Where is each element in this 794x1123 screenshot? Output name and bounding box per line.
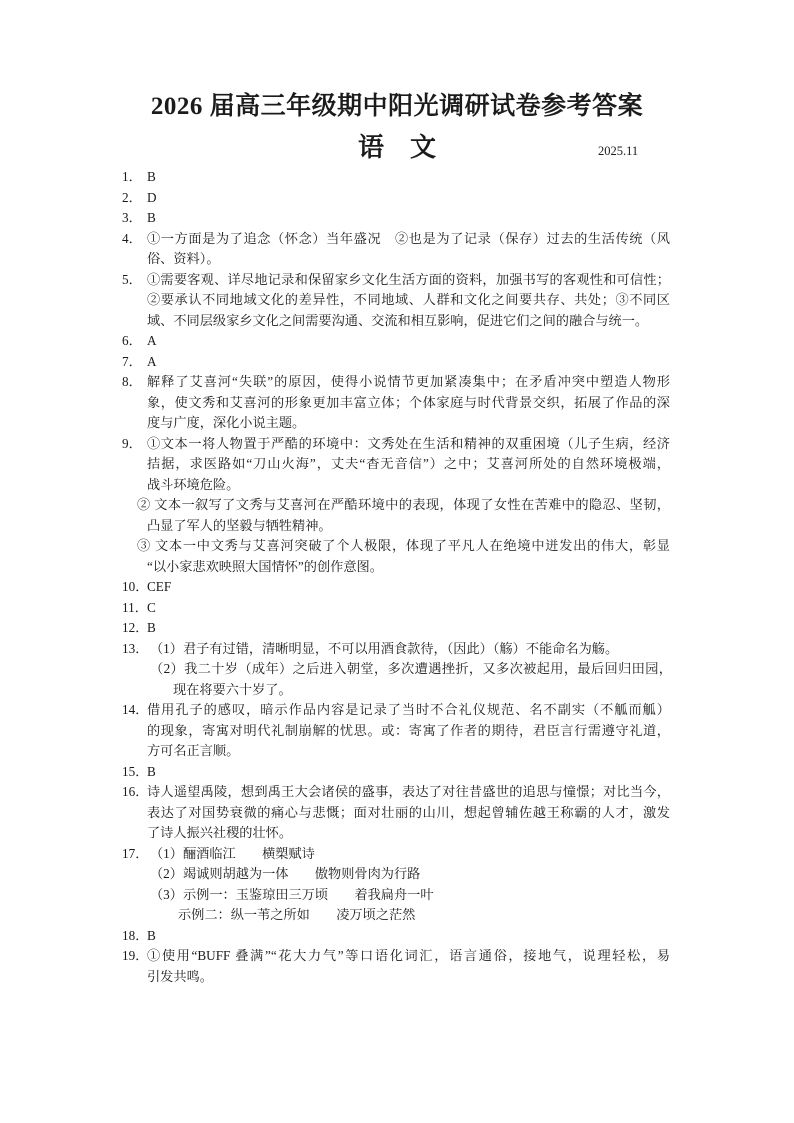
- answer-text-line: 域、不同层级家乡文化之间需要沟通、交流和相互影响，促进它们之间的融合与统一。: [147, 312, 649, 328]
- answer-text-line: B: [147, 210, 156, 225]
- answer-point-line: ② 文本一叙写了文秀与艾喜河在严酷环境中的表现，体现了女性在苦难中的隐忍、坚韧，: [137, 497, 670, 512]
- answer-number: 2．: [122, 189, 142, 205]
- answer-text-line: 象，使文秀和艾喜河的形象更加丰富立体；个体家庭与时代背景交织，拓展了作品的深: [147, 394, 670, 410]
- document-date: 2025.11: [598, 144, 639, 158]
- answer-text-line: 方可名正言顺。: [147, 743, 240, 758]
- answer-part-line: （1）酾酒临江 横槊赋诗: [150, 845, 315, 861]
- answer-7: [0, 352, 794, 373]
- answer-text-line: D: [147, 189, 157, 205]
- answer-text-line: ①一方面是为了追念（怀念）当年盛况 ②也是为了记录（保存）过去的生活传统（风: [147, 230, 670, 246]
- answer-part-line: 现在将要六十岁了。: [173, 681, 292, 697]
- answer-point-line: 凸显了军人的坚毅与牺牲精神。: [147, 517, 332, 533]
- answer-text-line: C: [147, 599, 156, 615]
- answer-9: [0, 434, 794, 578]
- answer-number: 11．: [122, 599, 148, 615]
- answer-text-line: B: [147, 927, 156, 943]
- answer-point-line: ③ 文本一中文秀与艾喜河突破了个人极限，体现了平凡人在绝境中迸发出的伟大，彰显: [137, 538, 670, 553]
- answer-15: [0, 762, 794, 783]
- answer-text-line: 了诗人振兴社稷的壮怀。: [147, 825, 293, 840]
- answer-number: 7．: [122, 353, 142, 369]
- answer-text-line: 战斗环境危险。: [147, 476, 240, 492]
- answer-13: [0, 639, 794, 701]
- answer-14: [0, 700, 794, 762]
- answer-5: [0, 270, 794, 332]
- answer-4: [0, 229, 794, 270]
- answer-11: [0, 598, 794, 619]
- answer-text-line: 借用孔子的感叹，暗示作品内容是记录了当时不合礼仪规范、名不副实（不觚而觚）: [147, 702, 670, 717]
- answer-2: [0, 188, 794, 209]
- answer-part-line: （2）我二十岁（成年）之后进入朝堂，多次遭遇挫折，又多次被起用，最后回归田园，: [150, 661, 672, 676]
- answer-part-line: （3）示例一：玉鉴琼田三万顷 着我扁舟一叶: [150, 886, 434, 902]
- answer-text-line: ①使用“BUFF 叠满”“花大力气”等口语化词汇，语言通俗，接地气，说理轻松，易: [147, 948, 670, 963]
- answer-number: 19．: [122, 948, 149, 963]
- answer-text-line: CEF: [147, 579, 172, 594]
- answer-text-line: 拮据，求医路如“刀山火海”，丈夫“杳无音信”）之中；艾喜河所处的自然环境极端，: [147, 456, 670, 471]
- answer-number: 14．: [122, 702, 149, 717]
- answer-number: 18．: [122, 927, 149, 943]
- answer-text-line: ②要承认不同地域文化的差异性，不同地域、人群和文化之间要共存、共处；③不同区: [147, 292, 670, 307]
- answer-text-line: 引发共鸣。: [147, 968, 213, 984]
- answer-12: [0, 618, 794, 639]
- answer-18: [0, 926, 794, 947]
- answer-text-line: 解释了艾喜河“失联”的原因，使得小说情节更加紧凑集中；在矛盾冲突中塑造人物形: [147, 374, 670, 389]
- answer-text-line: 表达了对国势衰微的痛心与悲慨；面对壮丽的山川，想起曾辅佐越王称霸的人才，激发: [147, 804, 670, 820]
- answer-text-line: A: [147, 353, 157, 369]
- answer-part-line: 示例二：纵一苇之所如 凌万顷之茫然: [178, 907, 416, 922]
- answer-number: 6．: [122, 333, 142, 348]
- answer-part-line: （1）君子有过错，清晰明显，不可以用酒食款待，（因此）（觞）不能命名为觞。: [150, 640, 619, 656]
- answer-number: 5．: [122, 271, 142, 287]
- answer-number: 13．: [122, 640, 149, 656]
- answer-number: 10．: [122, 579, 149, 594]
- answer-number: 17．: [122, 845, 149, 861]
- answer-3: [0, 208, 794, 229]
- answer-number: 3．: [122, 210, 142, 225]
- answer-6: [0, 331, 794, 352]
- answer-text-line: 俗、资料）。: [147, 251, 220, 266]
- answer-19: [0, 946, 794, 987]
- answer-part-line: （2）竭诚则胡越为一体 傲物则骨肉为行路: [150, 866, 421, 881]
- answer-text-line: B: [147, 169, 156, 184]
- answer-1: [0, 167, 794, 188]
- answer-number: 12．: [122, 620, 149, 635]
- answer-number: 1．: [122, 169, 142, 184]
- document-title: 2026 届高三年级期中阳光调研试卷参考答案: [150, 93, 644, 120]
- answer-text-line: 诗人遥望禹陵，想到禹王大会诸侯的盛事，表达了对往昔盛世的追思与憧憬；对比当今，: [147, 784, 670, 799]
- answer-text-line: 的现象，寄寓对明代礼制崩解的忧思。或：寄寓了作者的期待，君臣言行需遵守礼道，: [147, 722, 670, 738]
- answer-number: 8．: [122, 374, 142, 389]
- answer-8: [0, 372, 794, 434]
- answer-text-line: ①文本一将人物置于严酷的环境中：文秀处在生活和精神的双重困境（儿子生病，经济: [147, 435, 670, 451]
- answer-text-line: A: [147, 333, 157, 348]
- answer-point-line: “以小家悲欢映照大国情怀”的创作意图。: [147, 558, 383, 574]
- answer-17: [0, 844, 794, 926]
- answer-text-line: B: [147, 620, 156, 635]
- answer-16: [0, 782, 794, 844]
- subject-heading: 语 文: [357, 133, 436, 162]
- answer-number: 9．: [122, 435, 142, 451]
- answer-text-line: ①需要客观、详尽地记录和保留家乡文化生活方面的资料，加强书写的客观性和可信性；: [147, 271, 670, 287]
- answer-number: 16．: [122, 784, 149, 799]
- answer-text-line: B: [147, 763, 156, 779]
- answer-list: [0, 167, 794, 987]
- answer-number: 15．: [122, 763, 149, 779]
- answer-10: [0, 577, 794, 598]
- answer-number: 4．: [122, 230, 142, 246]
- answer-text-line: 度与广度，深化小说主题。: [147, 415, 306, 430]
